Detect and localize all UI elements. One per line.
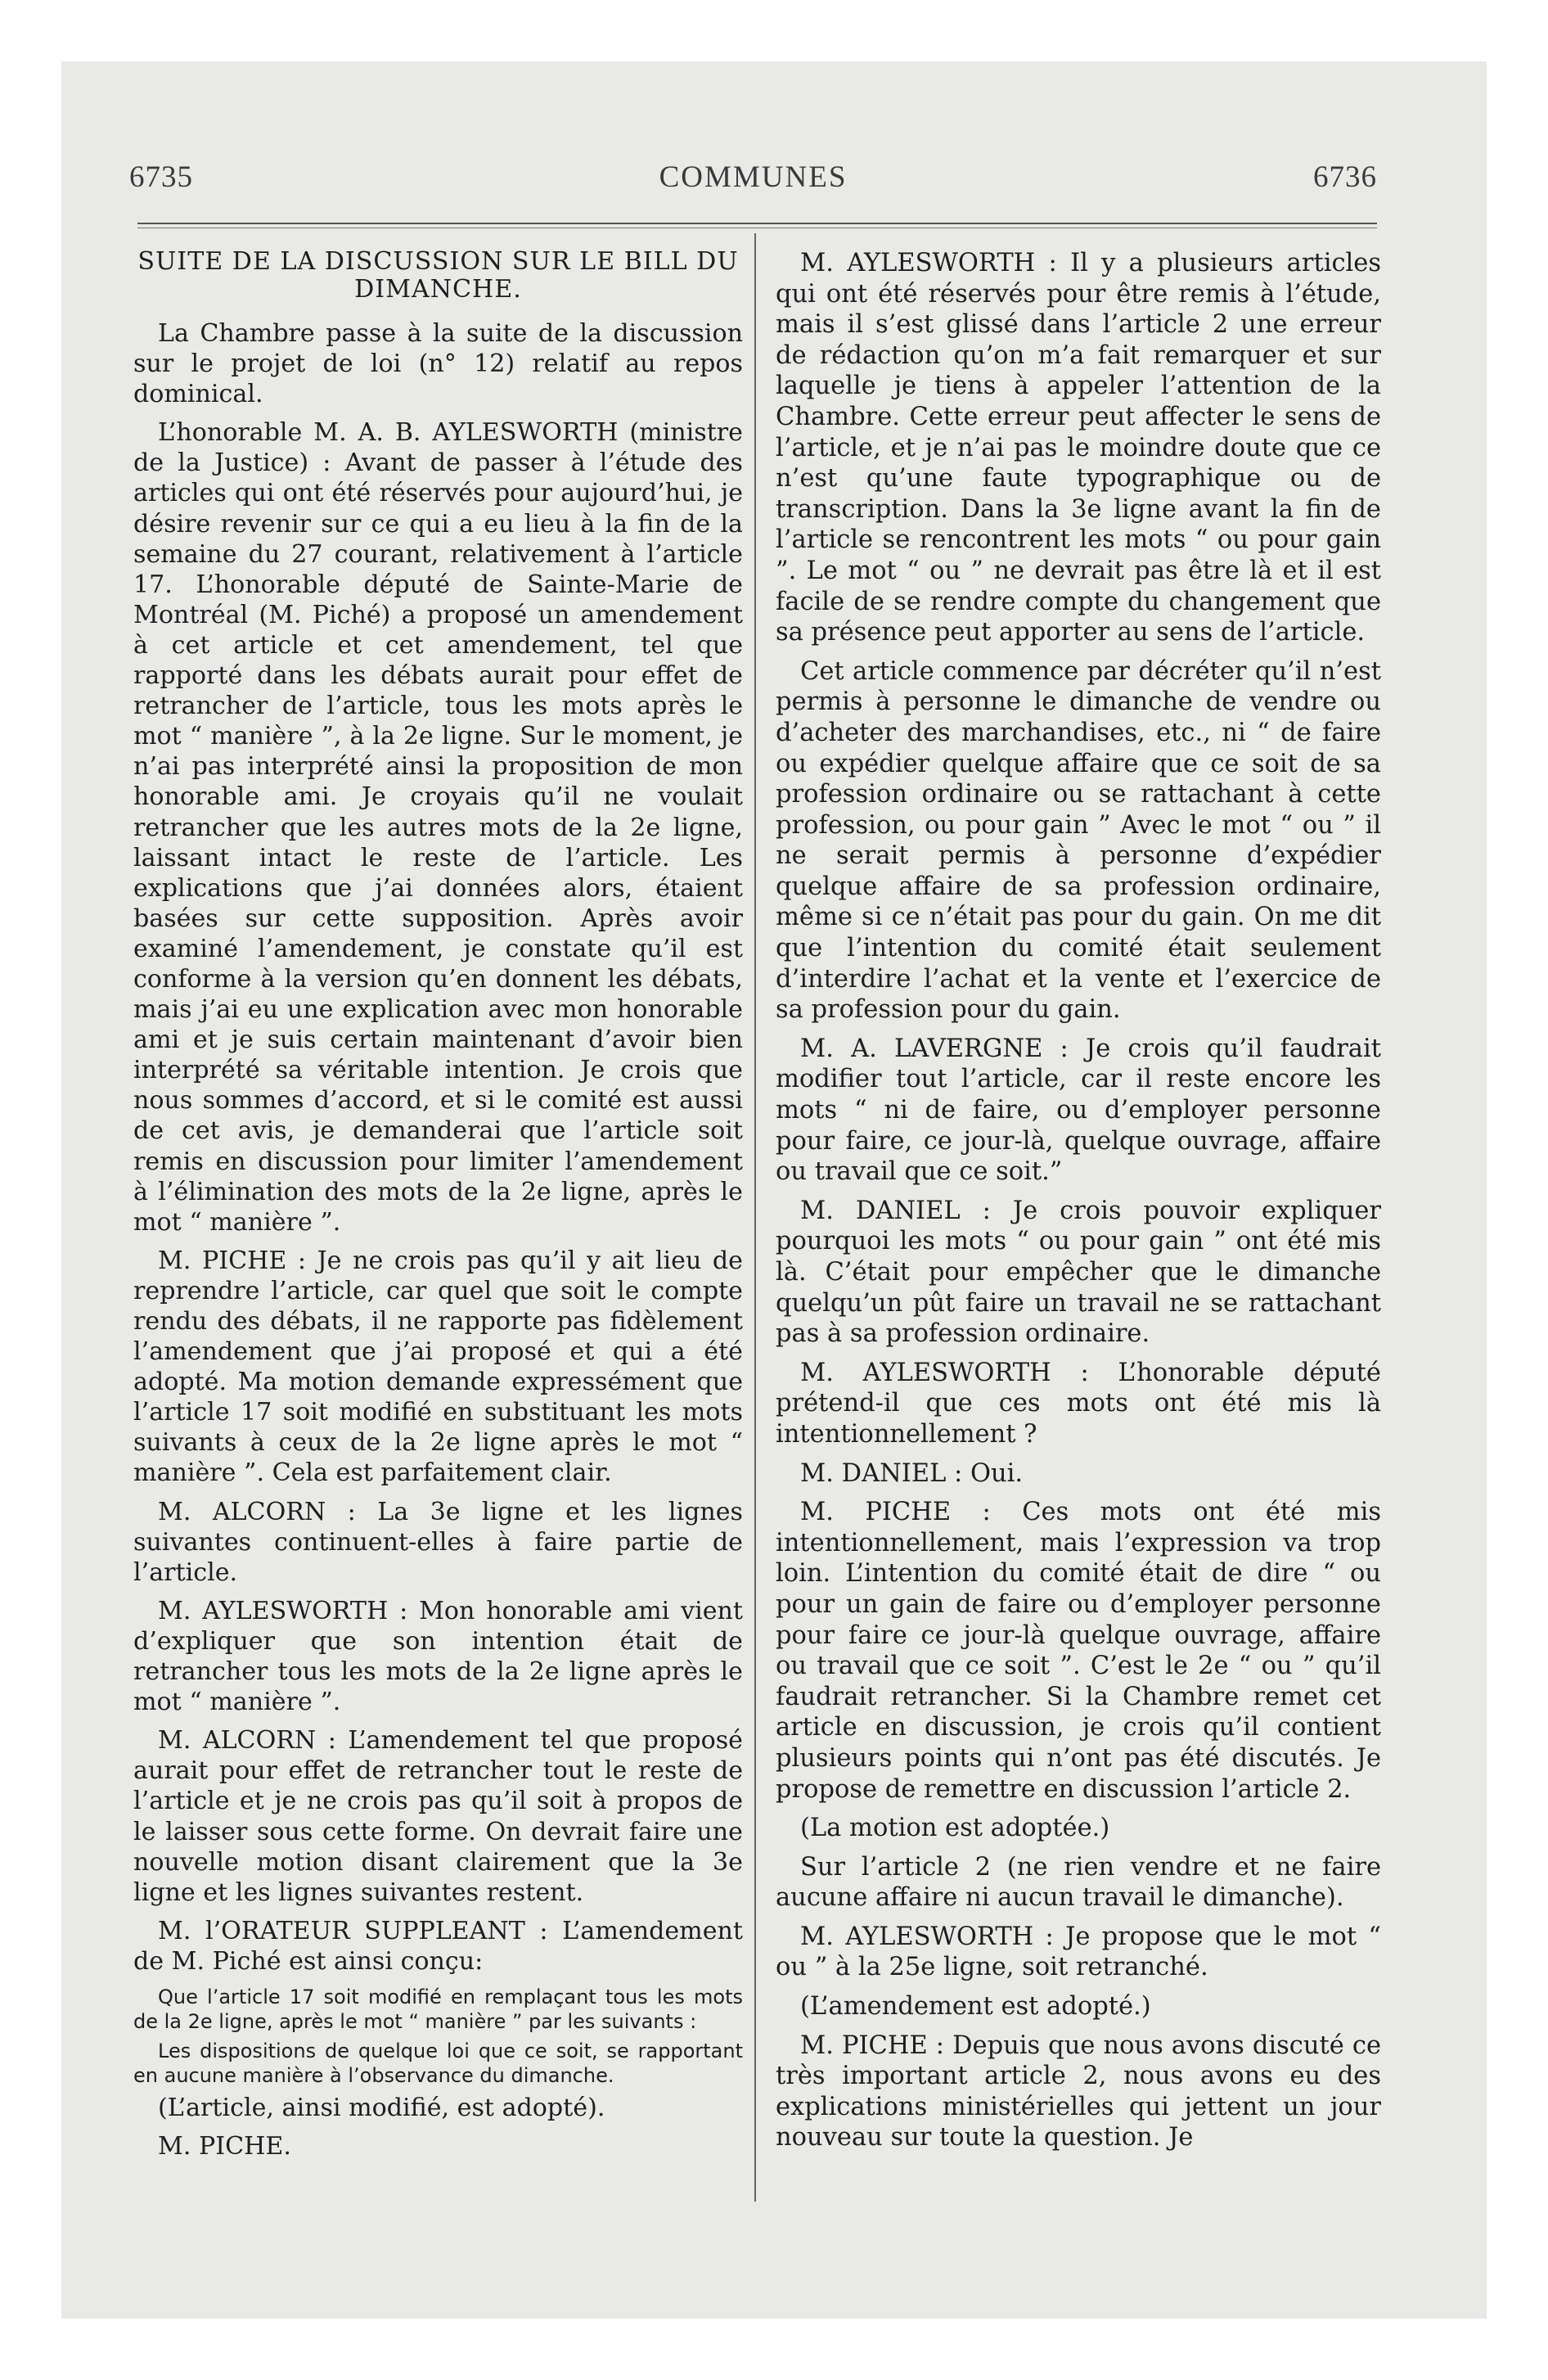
paragraph: Cet article commence par décréter qu’il n’est permis à personne le dimanche de vendre ou d’acheter des marchandises, etc., ni “ de faire ou expédier quelque affaire que ce soit de sa profession ordinaire ou se rattachant à cette profession, ou pour gain ” Avec le mot “ ou ” il ne serait permis à personne d’expédier quelque affaire de sa profession ordinaire, même si ce n’était pas pour du gain. On me dit que l’intention du comité était seulement d’interdire l’achat et la vente et l’exercice de sa profession pour du gain. bbox=[776, 656, 1381, 1025]
paragraph: M. PICHE : Je ne crois pas qu’il y ait lieu de reprendre l’article, car quel que soit le compte rendu des débats, il ne rapporte pas fidèlement l’amendement que j’ai proposé et qui a été adopté. Ma motion demande expressément que l’article 17 soit modifié en substituant les mots suivants à ceux de la 2e ligne après le mot “ manière ”. Cela est parfaitement clair. bbox=[133, 1246, 743, 1488]
paragraph: M. ALCORN : La 3e ligne et les lignes suivantes continuent-elles à faire partie de l’article. bbox=[133, 1497, 743, 1587]
paragraph: (L’article, ainsi modifié, est adopté). bbox=[158, 2093, 605, 2122]
paragraph: Sur l’article 2 (ne rien vendre et ne faire aucune affaire ni aucun travail le dimanche). bbox=[776, 1852, 1381, 1913]
paragraph: L’honorable M. A. B. AYLESWORTH (ministre de la Justice) : Avant de passer à l’étude des articles qui ont été réservés pour aujourd’hui, je désire revenir sur ce qui a eu lieu à la fin de la semaine du 27 courant, relativement à l’article 17. L’honorable député de Sainte-Marie de Montréal (M. Piché) a proposé un amendement à cet article et cet amendement, tel que rapporté dans les débats aurait pour effet de retrancher de l’article, tous les mots après le mot “ manière ”, à la 2e ligne. Sur le moment, je n’ai pas interprété ainsi la proposition de mon honorable ami. Je croyais qu’il ne voulait retrancher que les autres mots de la 2e ligne, laissant intact le reste de l’article. Les explications que j’ai données alors, étaient basées sur cette supposition. Après avoir examiné l’amendement, je constate qu’il est conforme à la version qu’en donnent les débats, mais j’ai eu une explication avec mon honorable ami et je suis certain maintenant d’avoir bien interprété sa véritable intention. Je crois que nous sommes d’accord, et si le comité est aussi de cet avis, je demanderai que l’article soit remis en discussion pour limiter l’amendement à l’élimination des mots de la 2e ligne, après le mot “ manière ”. bbox=[133, 418, 743, 1237]
paragraph: M. AYLESWORTH : L’honorable député prétend-il que ces mots ont été mis là intentionnellement ? bbox=[776, 1358, 1381, 1449]
left-column bbox=[133, 248, 743, 2170]
paragraph: (La motion est adoptée.) bbox=[800, 1814, 1110, 1843]
paragraph: M. DANIEL : Je crois pouvoir expliquer pourquoi les mots “ ou pour gain ” ont été mis là. C’était pour empêcher que le dimanche quelqu’un pût faire un travail ne se rattachant pas à sa profession ordinaire. bbox=[776, 1196, 1381, 1349]
page-number-left: 6735 bbox=[129, 160, 193, 194]
page-title: COMMUNES bbox=[659, 160, 848, 194]
paragraph: M. AYLESWORTH : Il y a plusieurs articles qui ont été réservés pour être remis à l’étude, mais il s’est glissé dans l’article 2 une erreur de rédaction qu’on m’a fait remarquer et sur laquelle je tiens à appeler l’attention de la Chambre. Cette erreur peut affecter le sens de l’article, et je n’ai pas le moindre doute que ce n’est qu’une faute typographique ou de transcription. Dans la 3e ligne avant la fin de l’article se rencontrent les mots “ ou pour gain ”. Le mot “ ou ” ne devrait pas être là et il est facile de se rendre compte du changement que sa présence peut apporter au sens de l’article. bbox=[776, 249, 1381, 647]
section-heading: SUITE DE LA DISCUSSION SUR LE BILL DU DIMANCHE. bbox=[137, 247, 739, 304]
paragraph: M. PICHE : Depuis que nous avons discuté ce très important article 2, nous avons eu des explications ministérielles qui jettent un jour nouveau sur toute la question. Je bbox=[776, 2031, 1381, 2152]
header-rule bbox=[137, 223, 1377, 224]
page-number-right: 6736 bbox=[1313, 160, 1377, 194]
speaker-name: M. PICHE. bbox=[158, 2132, 291, 2161]
paragraph: M. AYLESWORTH : Je propose que le mot “ ou ” à la 25e ligne, soit retranché. bbox=[776, 1922, 1381, 1982]
paragraph: La Chambre passe à la suite de la discussion sur le projet de loi (n° 12) relatif au repos dominical. bbox=[133, 319, 743, 409]
quoted-amendment: Les dispositions de quelque loi que ce soit, se rapportant en aucune manière à l’observance du dimanche. bbox=[133, 2039, 743, 2087]
running-header bbox=[129, 160, 1377, 196]
quoted-amendment: Que l’article 17 soit modifié en remplaçant tous les mots de la 2e ligne, après le mot “ manière ” par les suivants : bbox=[133, 1985, 743, 2033]
paragraph: M. ALCORN : L’amendement tel que proposé aurait pour effet de retrancher tout le reste de l’article et je ne crois pas qu’il soit à propos de le laisser sous cette forme. On devrait faire une nouvelle motion disant clairement que la 3e ligne et les lignes suivantes restent. bbox=[133, 1726, 743, 1907]
right-column bbox=[776, 248, 1381, 2161]
paragraph: M. l’ORATEUR SUPPLEANT : L’amendement de M. Piché est ainsi conçu: bbox=[133, 1916, 743, 1976]
document-page bbox=[129, 151, 1381, 2230]
paragraph: M. PICHE : Ces mots ont été mis intentionnellement, mais l’expression va trop loin. L’intention du comité était de dire “ ou pour un gain de faire ou d’employer personne pour faire ce jour-là quelque ouvrage, affaire ou travail que ce soit ”. C’est le 2e “ ou ” qu’il faudrait retrancher. Si la Chambre remet cet article en discussion, je crois qu’il contient plusieurs points qui n’ont pas été discutés. Je propose de remettre en discussion l’article 2. bbox=[776, 1498, 1381, 1804]
paragraph: M. A. LAVERGNE : Je crois qu’il faudrait modifier tout l’article, car il reste encore les mots “ ni de faire, ou d’employer personne pour faire, ce jour-là, quelque ouvrage, affaire ou travail que ce soit.” bbox=[776, 1034, 1381, 1187]
paragraph: (L’amendement est adopté.) bbox=[800, 1992, 1151, 2022]
paragraph: M. AYLESWORTH : Mon honorable ami vient d’expliquer que son intention était de retrancher tous les mots de la 2e ligne après le mot “ manière ”. bbox=[133, 1596, 743, 1717]
paragraph: M. DANIEL : Oui. bbox=[800, 1458, 1024, 1488]
column-divider bbox=[754, 233, 756, 2202]
